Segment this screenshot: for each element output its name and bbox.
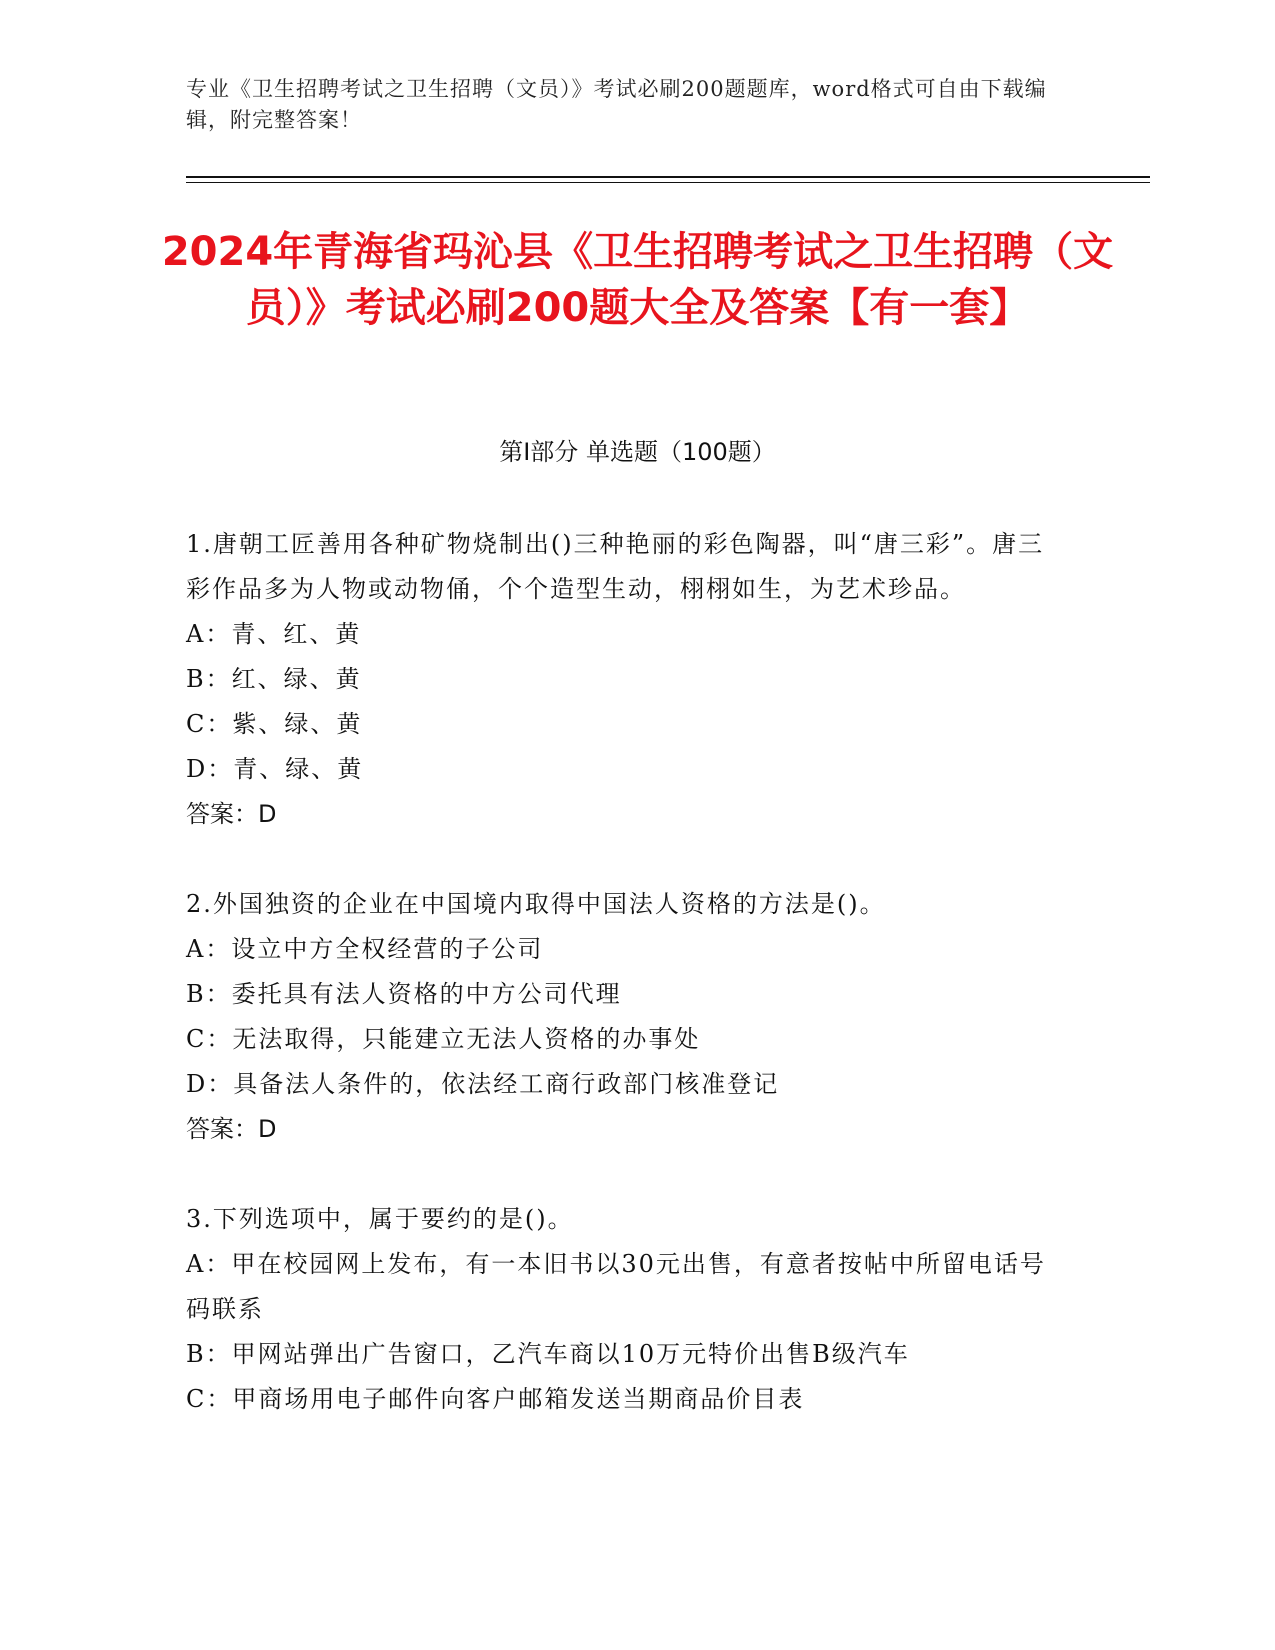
document-title: 2024年青海省玛沁县《卫生招聘考试之卫生招聘（文员）》考试必刷200题大全及答案【有一套】 bbox=[161, 229, 1114, 331]
header-rule-thin bbox=[186, 182, 1150, 183]
question-stem: 2.外国独资的企业在中国境内取得中国法人资格的方法是()。 bbox=[186, 890, 886, 918]
section-title: 第Ⅰ部分 单选题（100题） bbox=[499, 438, 776, 466]
option-b: B：甲网站弹出广告窗口，乙汽车商以10万元特价出售B级汽车 bbox=[186, 1340, 910, 1368]
option-c: C：紫、绿、黄 bbox=[186, 710, 363, 738]
option-b: B：红、绿、黄 bbox=[186, 665, 362, 693]
question-3 bbox=[186, 1197, 1066, 1422]
answer-line: 答案：D bbox=[186, 800, 277, 828]
option-c: C：无法取得，只能建立无法人资格的办事处 bbox=[186, 1025, 701, 1053]
option-a: A：青、红、黄 bbox=[186, 620, 362, 648]
question-stem: 1.唐朝工匠善用各种矿物烧制出()三种艳丽的彩色陶器，叫“唐三彩”。唐三彩作品多为人物或动物俑，个个造型生动，栩栩如生，为艺术珍品。 bbox=[186, 530, 1045, 603]
option-c: C：甲商场用电子邮件向客户邮箱发送当期商品价目表 bbox=[186, 1385, 805, 1413]
option-b: B：委托具有法人资格的中方公司代理 bbox=[186, 980, 622, 1008]
header-note: 专业《卫生招聘考试之卫生招聘（文员）》考试必刷200题题库，word格式可自由下载编辑，附完整答案！ bbox=[186, 77, 1047, 132]
option-a: A：甲在校园网上发布，有一本旧书以30元出售，有意者按帖中所留电话号码联系 bbox=[186, 1250, 1046, 1323]
question-list bbox=[186, 522, 1066, 1467]
header-rule-thick bbox=[186, 176, 1150, 178]
option-a: A：设立中方全权经营的子公司 bbox=[186, 935, 544, 963]
answer-line: 答案：D bbox=[186, 1115, 277, 1143]
question-2 bbox=[186, 882, 1066, 1152]
option-d: D：青、绿、黄 bbox=[186, 755, 364, 783]
question-1 bbox=[186, 522, 1066, 837]
option-d: D：具备法人条件的，依法经工商行政部门核准登记 bbox=[186, 1070, 780, 1098]
question-stem: 3.下列选项中，属于要约的是()。 bbox=[186, 1205, 574, 1233]
